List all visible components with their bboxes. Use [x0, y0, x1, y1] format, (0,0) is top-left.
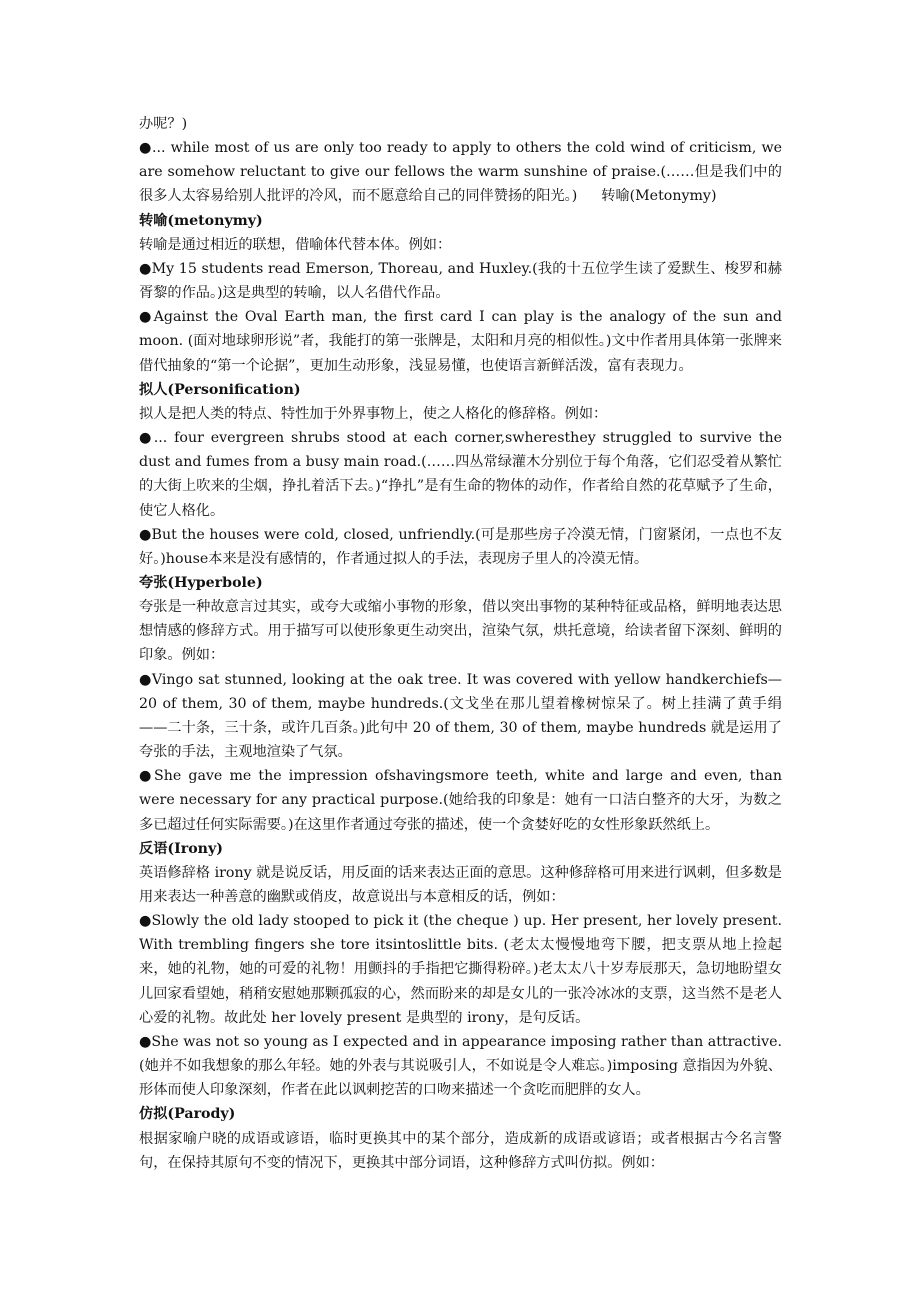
- continuation-line: 办呢？): [139, 116, 188, 132]
- heading-personification: 拟人(Personification): [139, 381, 301, 398]
- hyperbole-intro: 夸张是一种故意言过其实，或夸大或缩小事物的形象，借以突出事物的某种特征或品格，鲜明地表达思想情感的修辞方式。用于描写可以使形象更生动突出，渲染气氛，烘托意境，给读者留下深刻、鲜明的印象。例如：: [139, 599, 782, 664]
- metonymy-example-2: ●Against the Oval Earth man, the first card I can play is the analogy of the sun and moon. (面对地球卵形说”者，我能打的第一张牌是，太阳和月亮的相似性。)文中作者用具体第一张牌来借代抽象的“第一个论据”，更加生动形象，浅显易懂，也使语言新鲜活泼，富有表现力。: [139, 309, 782, 374]
- personification-example-2: ●But the houses were cold, closed, unfriendly.(可是那些房子冷漠无情，门窗紧闭，一点也不友好。)house本来是没有感情的，作者通过拟人的手法，表现房子里人的冷漠无情。: [139, 526, 782, 567]
- metonymy-inline-label: 转喻(Metonymy): [601, 188, 717, 205]
- heading-parody: 仿拟(Parody): [139, 1106, 236, 1123]
- irony-example-2: ●She was not so young as I expected and in appearance imposing rather than attractive.(她并不如我想象的那么年轻。她的外表与其说吸引人，不如说是令人难忘。)imposing 意指因为外貌、形体而使人印象深刻，作者在此以讽刺挖苦的口吻来描述一个贪吃而肥胖的女人。: [139, 1033, 782, 1099]
- heading-hyperbole: 夸张(Hyperbole): [139, 574, 263, 591]
- hyperbole-example-2: ●She gave me the impression ofshavingsmore teeth, white and large and even, than were necessary for any practical purpose.(她给我的印象是：她有一口洁白整齐的大牙，为数之多已超过任何实际需要。)在这里作者通过夸张的描述，使一个贪婪好吃的女性形象跃然纸上。: [139, 768, 782, 833]
- personification-example-1: ●... four evergreen shrubs stood at each corner,swheresthey struggled to survive the dust and fumes from a busy main road.(……四丛常绿灌木分别位于每个角落，它们忍受着从繁忙的大街上吹来的尘烟，挣扎着活下去。)“挣扎”是有生命的物体的动作，作者给自然的花草赋予了生命，使它人格化。: [139, 430, 782, 519]
- parody-intro: 根据家喻户晓的成语或谚语，临时更换其中的某个部分，造成新的成语或谚语；或者根据古今名言警句，在保持其原句不变的情况下，更换其中部分词语，这种修辞方式叫仿拟。例如：: [139, 1130, 782, 1171]
- criticism-example-text: ●... while most of us are only too ready to apply to others the cold wind of criticism, we are somehow reluctant to give our fellows the warm sunshine of praise.(……但是我们中的很多人太容易给别人批评的冷风，而不愿意给自己的同伴赞扬的阳光。): [139, 140, 782, 205]
- irony-example-1: ●Slowly the old lady stooped to pick it (the cheque ) up. Her present, her lovely present. With trembling fingers she tore itsintoslittle bits. (老太太慢慢地弯下腰，把支票从地上捡起来，她的礼物，她的可爱的礼物！用颤抖的手指把它撕得粉碎。)老太太八十岁寿辰那天，急切地盼望女儿回家看望她，稍稍安慰她那颗孤寂的心，然而盼来的却是女儿的一张冷冰冰的支票，这当然不是老人心爱的礼物。故此处 her lovely present 是典型的 irony，是句反话。: [139, 913, 782, 1026]
- heading-metonymy: 转喻(metonymy): [139, 212, 263, 229]
- personification-intro: 拟人是把人类的特点、特性加于外界事物上，使之人格化的修辞格。例如：: [139, 405, 608, 422]
- hyperbole-example-1: ●Vingo sat stunned, looking at the oak tree. It was covered with yellow handkerchiefs—20 of them, 30 of them, maybe hundreds.(文戈坐在那儿望着橡树惊呆了。树上挂满了黄手绢——二十条，三十条，或许几百条。)此句中 20 of them, 30 of them, maybe hundreds 就是运用了夸张的手法，主观地渲染了气氛。: [139, 671, 782, 761]
- heading-irony: 反语(Irony): [139, 840, 223, 857]
- irony-intro: 英语修辞格 irony 就是说反话，用反面的话来表达正面的意思。这种修辞格可用来进行讽刺，但多数是用来表达一种善意的幽默或俏皮，故意说出与本意相反的话，例如：: [139, 864, 782, 905]
- document-body: [139, 112, 782, 1175]
- metonymy-intro: 转喻是通过相近的联想，借喻体代替本体。例如：: [139, 236, 452, 253]
- metonymy-example-1: ●My 15 students read Emerson, Thoreau, and Huxley.(我的十五位学生读了爱默生、梭罗和赫胥黎的作品。)这是典型的转喻，以人名借代作品。: [139, 260, 782, 302]
- paragraph-criticism-example: [139, 136, 782, 208]
